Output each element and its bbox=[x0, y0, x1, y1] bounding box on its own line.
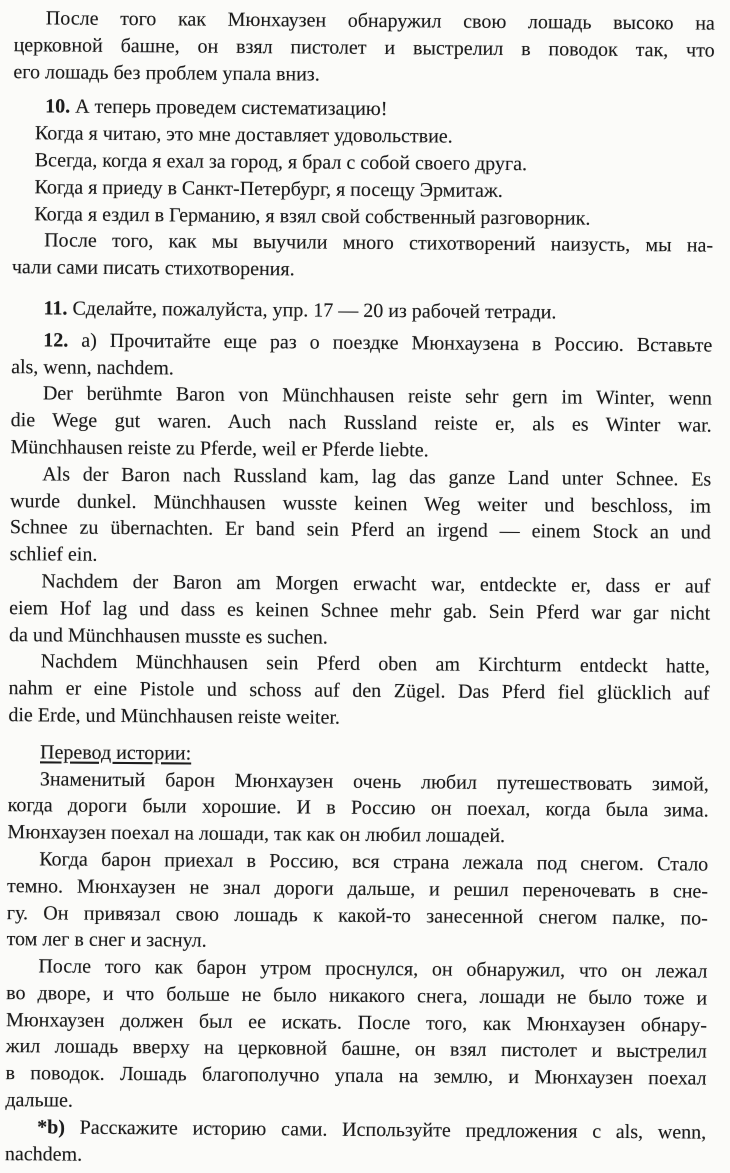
text-line bbox=[11, 295, 712, 327]
text-line: темно. Мюнхаузен не знал дороги дальше, и решил переночевать в сне- bbox=[6, 874, 709, 903]
text-line: Der berühmte Baron von Münchhausen reiste sehr gern im Winter, wenn bbox=[42, 382, 712, 410]
german-paragraph-4 bbox=[8, 648, 710, 734]
text-line: После того, как мы выучили много стихотворений наизусть, мы на- bbox=[44, 229, 714, 257]
text-line: дальше. bbox=[5, 1089, 74, 1112]
text-line: schlief ein. bbox=[9, 543, 98, 566]
exercise-number: 11. bbox=[43, 297, 68, 320]
text-run: Сделайте, пожалуйста, упр. 17 — 20 из рабочей тетради. bbox=[72, 297, 557, 324]
german-paragraph-3 bbox=[9, 568, 711, 654]
text-line: во дворе, и что больше не было никакого снега, лошади не было тоже и bbox=[6, 981, 708, 1010]
russian-paragraph-2 bbox=[7, 846, 709, 959]
text-line: Nachdem Münchhausen sein Pferd oben am Kirchturm entdeckt hatte, bbox=[40, 650, 710, 678]
text-line: церковной башне, он взял пистолет и выстрелил в поводок так, что bbox=[13, 33, 715, 62]
text-run: А теперь проведем систематизацию! bbox=[75, 95, 388, 121]
text-run: а) Прочитайте еще раз о поездке Мюнхаузена в Россию. Вставьте bbox=[81, 329, 713, 357]
text-line: als, wenn, nachdem. bbox=[11, 355, 174, 379]
text-line: его лошадь без проблем упала вниз. bbox=[13, 60, 320, 86]
exercise-number: 10. bbox=[45, 95, 71, 118]
text-line: гу. Он привязал свою лошадь к какой-то занесенной снегом палке, по- bbox=[6, 901, 708, 930]
russian-paragraph-3 bbox=[5, 953, 707, 1119]
text-line: die Erde, und Münchhausen reiste weiter. bbox=[8, 704, 341, 729]
text-line: nachdem. bbox=[4, 1142, 83, 1166]
exercise-number: *b) bbox=[37, 1116, 66, 1139]
exercise-12a-task bbox=[11, 327, 712, 386]
text-line: После того как Мюнхаузен обнаружил свою лошадь высоко на bbox=[45, 7, 715, 35]
text-run: Расскажите историю сами. Используйте предложения с als, wenn, bbox=[79, 1116, 707, 1144]
intro-paragraph bbox=[13, 5, 715, 91]
text-line: die Wege gut waren. Auch nach Russland reiste er, als es Winter war. bbox=[10, 409, 712, 437]
text-line: nahm er eine Pistole und schoss auf den Zügel. Das Pferd fiel glücklich auf bbox=[8, 677, 710, 705]
text-line: Мюнхаузен поехал на лошади, так как он любил лошадей. bbox=[7, 821, 506, 848]
exercise-12b-task bbox=[5, 1114, 706, 1173]
poems-paragraph bbox=[12, 227, 713, 286]
text-line: когда дороги были хорошие. И в Россию он поехал, когда была зима. bbox=[7, 794, 709, 822]
text-line: da und Münchhausen musste es suchen. bbox=[8, 623, 328, 649]
text-line: Когда я приеду в Санкт-Петербург, я посещу Эрмитаж. bbox=[34, 176, 503, 202]
text-line: Когда барон приехал в Россию, вся страна лежала под снегом. Стало bbox=[39, 848, 709, 876]
text-line: Мюнхаузен должен был ее искать. После того, как Мюнхаузен обнару- bbox=[5, 1008, 708, 1037]
exercise-number: 12. bbox=[43, 329, 69, 352]
text-line: Когда я читаю, это мне доставляет удовольствие. bbox=[34, 122, 453, 148]
text-line: жил лошадь вверху на церковной башне, он взял пистолет и выстрелил bbox=[5, 1035, 707, 1064]
text-line: Schnee zu übernachten. Er band sein Pferd an irgend — einem Stock an und bbox=[9, 516, 711, 544]
text-line: Знаменитый барон Мюнхаузен очень любил путешествовать зимой, bbox=[39, 767, 709, 796]
text-line: eiem Hof lag und dass es keinen Schnee mehr gab. Sein Pferd war gar nicht bbox=[9, 596, 711, 625]
exercise-11-task bbox=[11, 295, 712, 327]
text-line: в поводок. Лошадь благополучно упала на землю, и Мюнхаузен поехал bbox=[5, 1062, 707, 1090]
text-line: Nachdem der Baron am Morgen erwacht war, entdeckte er, dass er auf bbox=[41, 570, 711, 598]
text-line: Всегда, когда я ехал за город, я брал с собой своего друга. bbox=[34, 149, 528, 176]
text-line: Когда я ездил в Германию, я взял свой собственный разговорник. bbox=[34, 202, 591, 230]
text-line: Als der Baron nach Russland kam, lag das ganze Land unter Schnee. Es bbox=[42, 463, 712, 491]
text-line: Münchhausen reiste zu Pferde, weil er Pferde liebte. bbox=[10, 436, 429, 462]
text-line: Перевод истории: bbox=[40, 741, 192, 765]
text-line: том лег в снег и заснул. bbox=[6, 928, 207, 952]
german-paragraph-1 bbox=[10, 380, 712, 466]
text-line bbox=[5, 1114, 706, 1146]
text-line: чали сами писать стихотворения. bbox=[11, 256, 295, 281]
russian-paragraph-1 bbox=[7, 766, 709, 852]
text-line: wurde dunkel. Münchhausen wusste keinen Weg weiter und beschloss, im bbox=[9, 489, 712, 518]
text-line: После того как барон утром проснулся, он обнаружил, что он лежал bbox=[38, 955, 708, 983]
german-paragraph-2 bbox=[10, 461, 712, 574]
